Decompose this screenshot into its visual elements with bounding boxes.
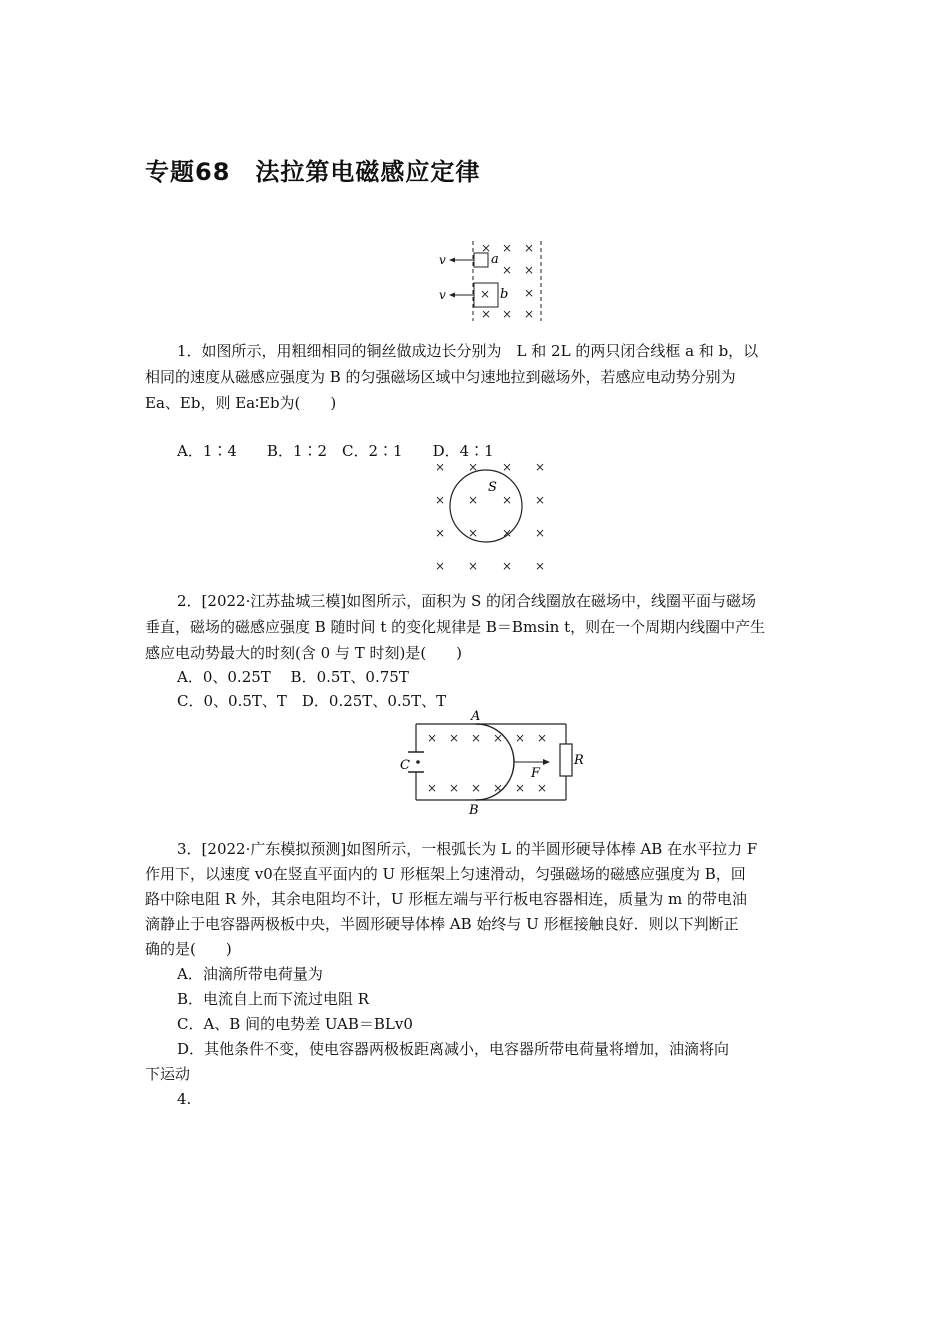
area-label: S — [488, 480, 497, 495]
svg-text:×: × — [449, 781, 460, 795]
point-a-label: A — [471, 709, 481, 724]
svg-text:×: × — [502, 526, 513, 540]
q1-line1: 1．如图所示，用粗细相同的铜丝做成边长分别为 L 和 2L 的两只闭合线框 a 和 b，以 — [177, 342, 759, 360]
svg-text:×: × — [435, 526, 446, 540]
q2-options-cd: C．0、0.5T、T D．0.25T、0.5T、T — [177, 692, 447, 710]
q3-line3: 路中除电阻 R 外，其余电阻均不计，U 形框左端与平行板电容器相连，质量为 m 的带电油 — [145, 890, 748, 908]
svg-text:×: × — [502, 263, 513, 277]
svg-text:×: × — [471, 781, 482, 795]
q2-line3: 感应电动势最大的时刻(含 0 与 T 时刻)是( ) — [145, 644, 463, 662]
resistor — [560, 744, 572, 776]
force-label: F — [531, 766, 541, 781]
q1-options: A．1∶4 B．1∶2 C．2∶1 D．4∶1 — [177, 442, 494, 460]
q3-option-a: A．油滴所带电荷量为 — [177, 965, 323, 983]
q3-line1: 3．[2022·广东模拟预测]如图所示，一根弧长为 L 的半圆形硬导体棒 AB 在水平拉力 F — [177, 840, 758, 858]
svg-text:×: × — [537, 731, 548, 745]
svg-text:×: × — [468, 460, 479, 474]
svg-text:×: × — [435, 559, 446, 573]
svg-text:×: × — [435, 460, 446, 474]
svg-text:×: × — [481, 307, 492, 321]
point-b-label: B — [469, 803, 479, 818]
svg-text:×: × — [435, 493, 446, 507]
q3-option-d-line2: 下运动 — [145, 1065, 191, 1083]
q3-option-c: C．A、B 间的电势差 UAB＝BLv0 — [177, 1015, 413, 1033]
velocity-label-b: v — [439, 288, 446, 302]
svg-text:×: × — [535, 526, 546, 540]
svg-text:×: × — [481, 241, 492, 255]
svg-text:×: × — [502, 493, 513, 507]
q3-option-b: B．电流自上而下流过电阻 R — [177, 990, 370, 1008]
q3-line5: 确的是( ) — [145, 940, 232, 958]
svg-text:×: × — [502, 307, 513, 321]
svg-text:×: × — [537, 781, 548, 795]
q3-option-d-line1: D．其他条件不变，使电容器两极板距离减小，电容器所带电荷量将增加，油滴将向 — [177, 1040, 730, 1058]
svg-text:×: × — [524, 307, 535, 321]
loop-b-label: b — [500, 287, 509, 302]
q4-label: 4. — [177, 1090, 192, 1108]
svg-text:×: × — [493, 781, 504, 795]
svg-text:×: × — [524, 286, 535, 300]
capacitor-label: C — [400, 758, 410, 773]
svg-text:×: × — [493, 731, 504, 745]
svg-text:×: × — [502, 559, 513, 573]
resistor-label: R — [574, 753, 584, 768]
figure-2-coil — [430, 456, 560, 576]
svg-text:×: × — [535, 493, 546, 507]
q2-options-ab: A．0、0.25T B．0.5T、0.75T — [177, 668, 409, 686]
q3-line2: 作用下，以速度 v0在竖直平面内的 U 形框架上匀速滑动，匀强磁场的磁感应强度为 B，回 — [145, 865, 746, 883]
svg-text:×: × — [427, 731, 438, 745]
svg-text:×: × — [524, 263, 535, 277]
figure-3-circuit — [398, 708, 588, 818]
figure-1-loops — [435, 236, 555, 326]
svg-text:×: × — [480, 287, 491, 301]
svg-text:×: × — [535, 460, 546, 474]
loop-a — [474, 253, 488, 267]
svg-text:×: × — [524, 241, 535, 255]
svg-text:×: × — [535, 559, 546, 573]
svg-text:×: × — [449, 731, 460, 745]
svg-text:×: × — [427, 781, 438, 795]
svg-text:×: × — [468, 526, 479, 540]
svg-text:×: × — [468, 493, 479, 507]
velocity-label-a: v — [439, 253, 446, 267]
q1-line2: 相同的速度从磁感应强度为 B 的匀强磁场区域中匀速地拉到磁场外，若感应电动势分别为 — [145, 368, 736, 386]
q3-line4: 滴静止于电容器两极板中央，半圆形硬导体棒 AB 始终与 U 形框接触良好．则以下判断正 — [145, 915, 739, 933]
q1-line3: Ea、Eb，则 Ea∶Eb为( ) — [145, 394, 337, 412]
svg-text:×: × — [515, 731, 526, 745]
page-title: 专题68 法拉第电磁感应定律 — [145, 158, 481, 186]
svg-text:×: × — [471, 731, 482, 745]
svg-text:×: × — [515, 781, 526, 795]
loop-a-label: a — [491, 252, 499, 267]
svg-text:×: × — [502, 460, 513, 474]
svg-text:×: × — [502, 241, 513, 255]
q2-line2: 垂直，磁场的磁感应强度 B 随时间 t 的变化规律是 B＝Bmsin t，则在一个周期内线圈中产生 — [145, 618, 766, 636]
q2-line1: 2．[2022·江苏盐城三模]如图所示，面积为 S 的闭合线圈放在磁场中，线圈平面与磁场 — [177, 592, 757, 610]
svg-text:×: × — [468, 559, 479, 573]
